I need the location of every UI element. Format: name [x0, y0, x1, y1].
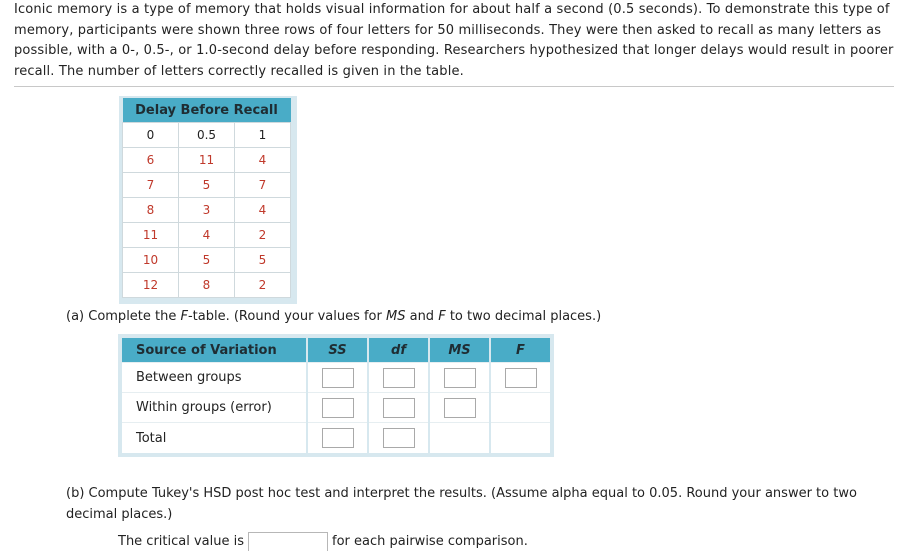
between-ss-input[interactable] — [322, 368, 354, 388]
table-cell: 8 — [179, 273, 235, 298]
table-row — [123, 273, 291, 298]
critical-value-input[interactable] — [248, 532, 328, 551]
table-cell: 2 — [235, 223, 291, 248]
table-cell: 5 — [179, 248, 235, 273]
delay-table-title: Delay Before Recall — [123, 98, 291, 123]
table-row — [123, 248, 291, 273]
part-a-f: F — [180, 309, 188, 324]
delay-col-1: 1 — [235, 123, 291, 148]
table-cell: 11 — [179, 148, 235, 173]
cell — [307, 423, 368, 454]
between-f-input[interactable] — [505, 368, 537, 388]
table-cell: 3 — [179, 198, 235, 223]
delay-table-container — [119, 96, 297, 304]
table-cell: 2 — [235, 273, 291, 298]
between-ms-input[interactable] — [444, 368, 476, 388]
f-table-header-row — [122, 338, 550, 363]
empty-cell — [490, 393, 550, 423]
part-a-text: -table. (Round your values for — [187, 309, 386, 324]
part-a-text: (a) Complete the — [66, 309, 181, 324]
cell — [429, 393, 490, 423]
part-a-f: F — [438, 309, 446, 324]
row-total — [122, 423, 550, 454]
row-between-groups — [122, 363, 550, 393]
table-cell: 7 — [123, 173, 179, 198]
empty-cell — [429, 423, 490, 454]
part-a-instructions — [66, 309, 601, 324]
table-cell: 11 — [123, 223, 179, 248]
header-df: df — [368, 338, 429, 363]
cell — [368, 393, 429, 423]
table-cell: 6 — [123, 148, 179, 173]
critical-value-prefix: The critical value is — [118, 534, 245, 549]
table-row — [123, 223, 291, 248]
table-cell: 12 — [123, 273, 179, 298]
delay-table — [122, 98, 291, 298]
table-row — [123, 198, 291, 223]
label-total: Total — [122, 423, 307, 454]
part-a-ms: MS — [386, 309, 406, 324]
header-source-of-variation: Source of Variation — [122, 338, 307, 363]
delay-header-row — [123, 123, 291, 148]
table-cell: 4 — [235, 148, 291, 173]
table-cell: 8 — [123, 198, 179, 223]
cell — [368, 363, 429, 393]
table-cell: 4 — [179, 223, 235, 248]
critical-value-suffix: for each pairwise comparison. — [332, 534, 528, 549]
problem-intro: Iconic memory is a type of memory that holds visual information for about half a second (0.5 seconds). To demonstrate this type of memory, participants were shown three rows of four letters for 50 milliseconds. They were then asked to recall as many letters as possible, with a 0-, 0.5-, or 1.0-second delay before responding. Researchers hypothesized that longer delays would result in poorer recall. The number of letters correctly recalled is given in the table. — [14, 0, 894, 87]
table-cell: 5 — [179, 173, 235, 198]
cell — [490, 363, 550, 393]
critical-value-line — [118, 532, 528, 551]
table-cell: 5 — [235, 248, 291, 273]
total-ss-input[interactable] — [322, 428, 354, 448]
row-within-groups — [122, 393, 550, 423]
table-cell: 7 — [235, 173, 291, 198]
table-row — [123, 173, 291, 198]
cell — [307, 363, 368, 393]
cell — [368, 423, 429, 454]
cell — [429, 363, 490, 393]
label-between-groups: Between groups — [122, 363, 307, 393]
part-a-text: to two decimal places.) — [445, 309, 602, 324]
table-cell: 10 — [123, 248, 179, 273]
delay-col-0: 0 — [123, 123, 179, 148]
header-f: F — [490, 338, 550, 363]
part-a-text: and — [405, 309, 439, 324]
part-b-instructions: (b) Compute Tukey's HSD post hoc test and interpret the results. (Assume alpha equal to 0.05. Round your answer to two decimal places.) — [66, 486, 857, 522]
total-df-input[interactable] — [383, 428, 415, 448]
header-ss: SS — [307, 338, 368, 363]
table-row — [123, 148, 291, 173]
between-df-input[interactable] — [383, 368, 415, 388]
header-ms: MS — [429, 338, 490, 363]
within-ss-input[interactable] — [322, 398, 354, 418]
f-table-container — [118, 334, 554, 457]
table-cell: 4 — [235, 198, 291, 223]
empty-cell — [490, 423, 550, 454]
delay-col-0.5: 0.5 — [179, 123, 235, 148]
within-ms-input[interactable] — [444, 398, 476, 418]
cell — [307, 393, 368, 423]
label-within-groups: Within groups (error) — [122, 393, 307, 423]
f-table — [122, 338, 550, 453]
within-df-input[interactable] — [383, 398, 415, 418]
